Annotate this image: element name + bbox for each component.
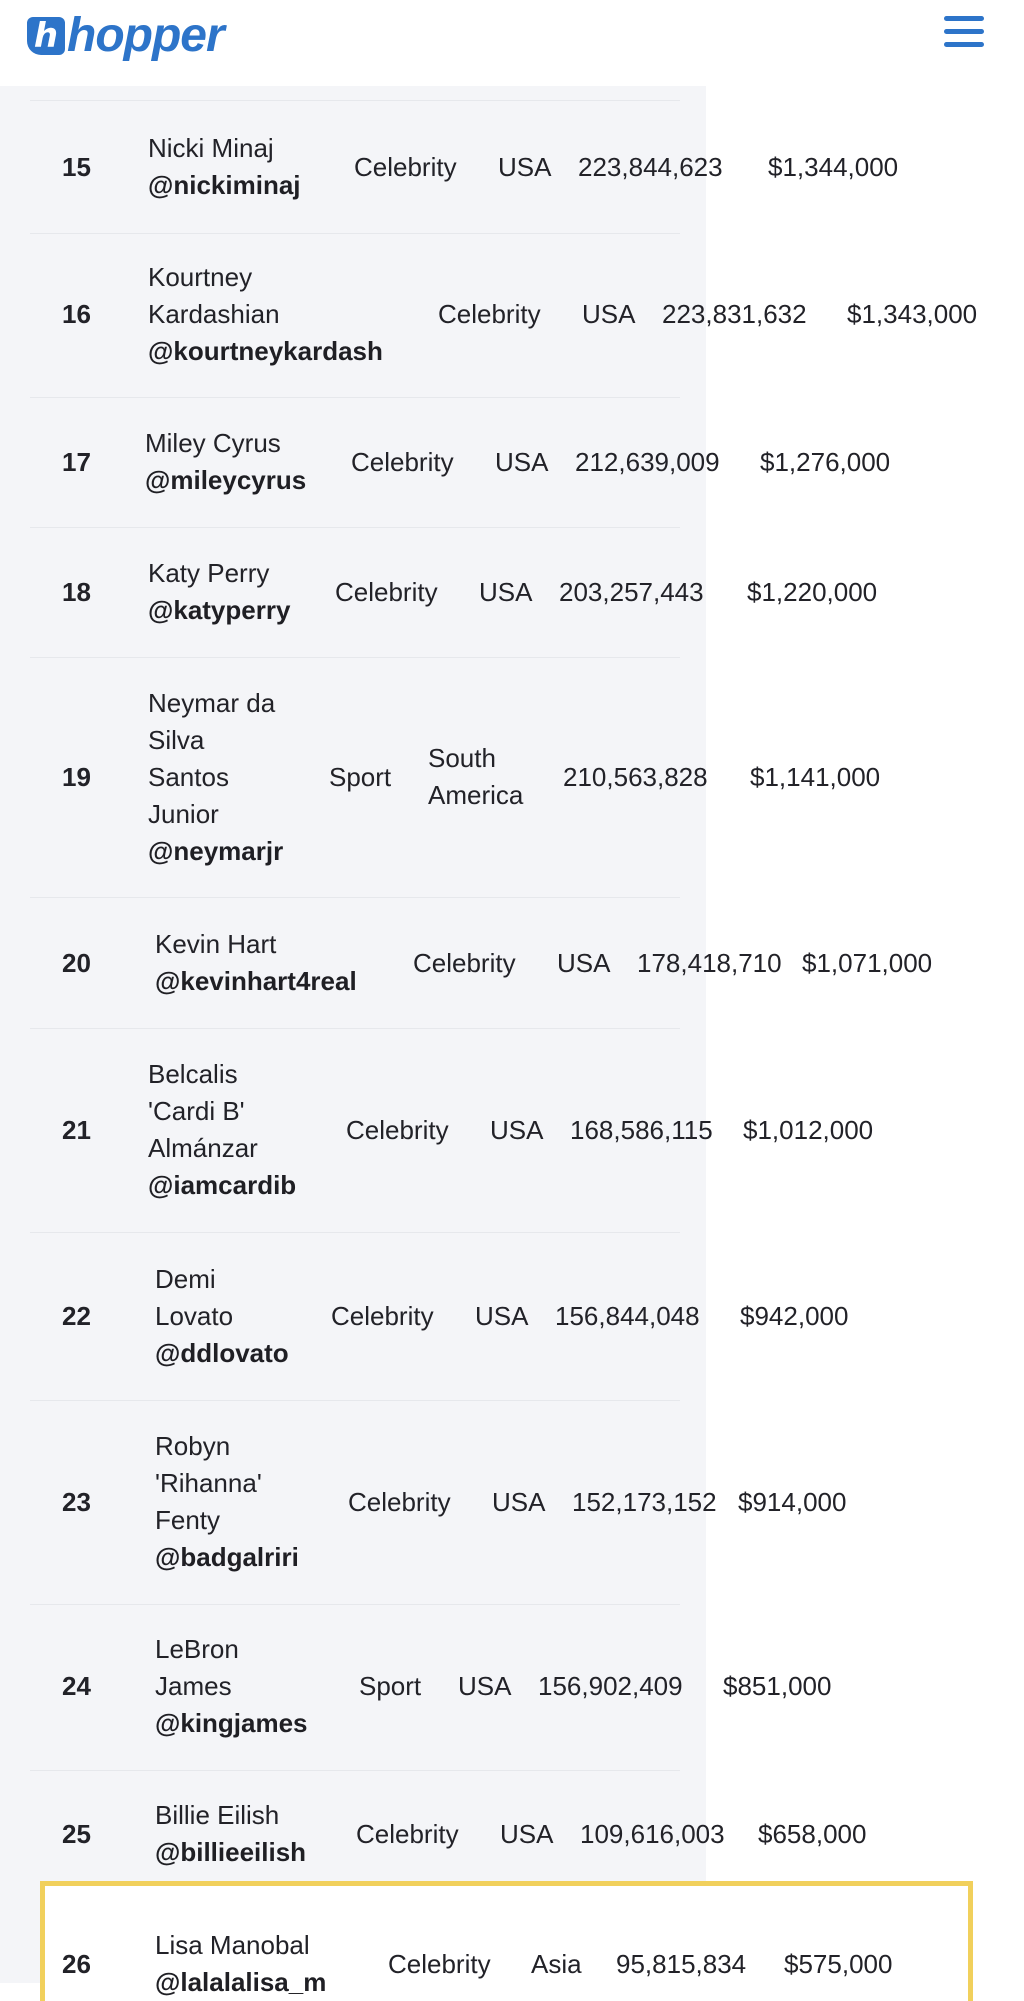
instagram-handle-link[interactable]: @neymarjr [148, 835, 284, 866]
instagram-handle-link[interactable]: @kourtneykardash [148, 335, 383, 366]
influencer-name: Kardashian [148, 298, 280, 329]
influencer-cell [155, 1631, 308, 1742]
influencer-cell [145, 425, 306, 499]
influencer-name: Nicki Minaj [148, 133, 274, 163]
hamburger-menu-icon[interactable] [944, 16, 986, 50]
followers-cell: 178,418,710 [637, 947, 782, 978]
row-divider [30, 100, 680, 101]
menu-bar [944, 16, 984, 21]
instagram-handle-link[interactable]: @kevinhart4real [155, 966, 357, 996]
logo-wordmark: hopper [67, 9, 224, 62]
price-per-post-cell: $851,000 [723, 1670, 832, 1701]
country-text: USA [475, 1300, 529, 1331]
category-cell: Celebrity [354, 151, 457, 182]
category-cell: Celebrity [331, 1300, 434, 1331]
price-per-post-cell: $1,220,000 [747, 576, 878, 607]
influencer-name: Lovato [155, 1300, 234, 1331]
influencer-name: 'Rihanna' [155, 1468, 262, 1498]
rank-cell: 21 [62, 1114, 91, 1145]
instagram-handle-link[interactable]: @billieeilish [155, 1837, 307, 1867]
influencer-cell [148, 259, 383, 370]
country-text: South [428, 743, 496, 773]
row-divider [30, 897, 680, 898]
price-per-post-cell: $942,000 [740, 1300, 849, 1331]
influencer-cell [148, 555, 290, 629]
influencer-name: Miley Cyrus [145, 428, 281, 458]
country-text: America [428, 780, 524, 810]
influencer-name: LeBron [155, 1633, 239, 1664]
followers-cell: 95,815,834 [616, 1948, 747, 1979]
influencer-cell [148, 130, 301, 204]
instagram-handle-link[interactable]: @kingjames [155, 1707, 308, 1738]
country-cell [492, 1484, 545, 1521]
price-per-post-cell: $575,000 [784, 1948, 893, 1979]
rank-cell: 20 [62, 947, 91, 978]
country-text: USA [495, 446, 549, 477]
influencer-name: Santos [148, 761, 229, 792]
influencer-name: Fenty [155, 1505, 221, 1535]
country-text: USA [458, 1670, 512, 1701]
influencer-name: Silva [148, 724, 205, 755]
influencer-cell [148, 685, 283, 870]
category-cell: Celebrity [438, 298, 541, 329]
price-per-post-cell: $1,071,000 [802, 947, 933, 978]
followers-cell: 212,639,009 [575, 446, 720, 477]
followers-cell: 203,257,443 [559, 576, 704, 607]
influencer-name: Lisa Manobal [155, 1930, 310, 1960]
category-cell: Celebrity [351, 446, 454, 477]
influencer-cell [155, 1428, 299, 1576]
category-cell: Celebrity [335, 576, 438, 607]
rank-cell: 23 [62, 1486, 91, 1517]
country-cell [531, 1946, 582, 1983]
instagram-handle-link[interactable]: @badgalriri [155, 1542, 299, 1572]
influencer-name: Katy Perry [148, 558, 270, 588]
influencer-cell [155, 1261, 289, 1372]
influencer-name: Almánzar [148, 1133, 258, 1163]
influencer-name: Belcalis [148, 1059, 238, 1089]
influencer-cell [155, 1927, 326, 2001]
row-divider [30, 1232, 680, 1233]
country-text: USA [557, 947, 611, 978]
site-header [0, 0, 1024, 86]
category-cell: Sport [359, 1670, 422, 1701]
price-per-post-cell: $1,012,000 [743, 1114, 874, 1145]
country-cell [582, 296, 635, 333]
country-text: USA [490, 1114, 544, 1145]
row-divider [30, 527, 680, 528]
country-cell [495, 444, 548, 481]
influencer-name: Junior [148, 798, 219, 829]
rank-cell: 18 [62, 576, 91, 607]
logo-badge: h [27, 17, 65, 55]
category-cell: Celebrity [356, 1818, 459, 1849]
rank-cell: 24 [62, 1670, 91, 1701]
country-text: USA [582, 298, 636, 329]
country-text: USA [492, 1486, 546, 1517]
influencer-name: Neymar da [148, 687, 276, 718]
followers-cell: 156,902,409 [538, 1670, 683, 1701]
row-divider [30, 657, 680, 658]
country-text: Asia [531, 1948, 582, 1979]
row-divider [30, 397, 680, 398]
followers-cell: 168,586,115 [570, 1114, 713, 1145]
category-cell: Celebrity [346, 1114, 449, 1145]
influencer-name: Kevin Hart [155, 929, 277, 959]
country-cell [490, 1112, 543, 1149]
followers-cell: 223,831,632 [662, 298, 807, 329]
category-cell: Sport [329, 761, 392, 792]
rank-cell: 22 [62, 1300, 91, 1331]
influencer-name: Billie Eilish [155, 1800, 280, 1830]
followers-cell: 156,844,048 [555, 1300, 700, 1331]
influencer-cell [155, 926, 357, 1000]
country-cell [428, 740, 523, 814]
rank-cell: 19 [62, 761, 91, 792]
rank-cell: 25 [62, 1818, 91, 1849]
influencer-cell [155, 1797, 306, 1871]
followers-cell: 109,616,003 [580, 1818, 725, 1849]
country-cell [500, 1816, 553, 1853]
rank-cell: 16 [62, 298, 91, 329]
row-divider [30, 1604, 680, 1605]
influencer-name: James [155, 1670, 232, 1701]
menu-bar [944, 42, 984, 47]
price-per-post-cell: $658,000 [758, 1818, 867, 1849]
row-divider [30, 233, 680, 234]
category-cell: Celebrity [348, 1486, 451, 1517]
row-divider [30, 1770, 680, 1771]
hopper-logo[interactable] [27, 8, 224, 64]
price-per-post-cell: $1,343,000 [847, 298, 978, 329]
category-cell: Celebrity [388, 1948, 491, 1979]
instagram-handle-link[interactable]: @ddlovato [155, 1337, 289, 1368]
country-cell [557, 945, 610, 982]
country-text: USA [500, 1818, 554, 1849]
country-cell [458, 1668, 511, 1705]
country-text: USA [498, 151, 552, 182]
instagram-handle-link[interactable]: @nickiminaj [148, 170, 301, 200]
followers-cell: 223,844,623 [578, 151, 723, 182]
row-divider [30, 1400, 680, 1401]
country-cell [475, 1298, 528, 1335]
instagram-handle-link[interactable]: @mileycyrus [145, 465, 307, 495]
influencer-cell [148, 1056, 296, 1204]
menu-bar [944, 29, 984, 34]
rank-cell: 17 [62, 446, 91, 477]
influencer-name: Kourtney [148, 261, 253, 292]
price-per-post-cell: $914,000 [738, 1486, 847, 1517]
country-text: USA [479, 576, 533, 607]
category-cell: Celebrity [413, 947, 516, 978]
instagram-handle-link[interactable]: @lalalalisa_m [155, 1967, 327, 1997]
price-per-post-cell: $1,276,000 [760, 446, 891, 477]
instagram-handle-link[interactable]: @iamcardib [148, 1170, 297, 1200]
followers-cell: 152,173,152 [572, 1486, 717, 1517]
followers-cell: 210,563,828 [563, 761, 708, 792]
instagram-handle-link[interactable]: @katyperry [148, 595, 291, 625]
influencer-name: 'Cardi B' [148, 1096, 245, 1126]
influencer-name: Demi [155, 1263, 216, 1294]
country-cell [479, 574, 532, 611]
country-cell [498, 149, 551, 186]
rank-cell: 26 [62, 1948, 91, 1979]
rank-cell: 15 [62, 151, 91, 182]
price-per-post-cell: $1,141,000 [750, 761, 881, 792]
price-per-post-cell: $1,344,000 [768, 151, 899, 182]
row-divider [30, 1028, 680, 1029]
influencer-name: Robyn [155, 1431, 231, 1461]
